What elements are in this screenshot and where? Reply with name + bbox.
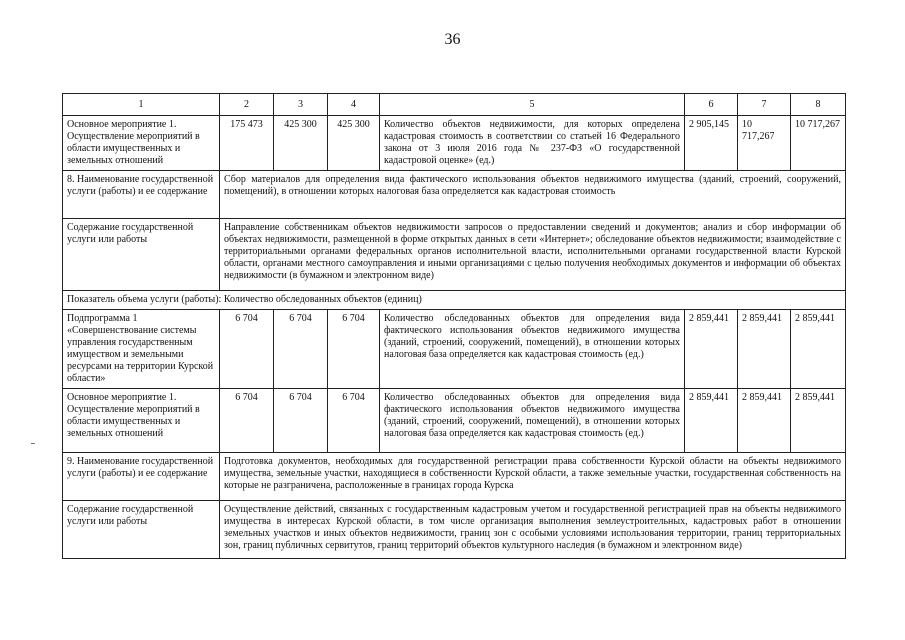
program-table — [62, 93, 846, 559]
row-value: 6 704 — [220, 310, 274, 389]
table-row — [63, 171, 846, 219]
table-row — [63, 501, 846, 559]
volume-row — [63, 291, 846, 310]
service-text: Сбор материалов для определения вида фактического использования объектов недвижимого имущества (зданий, строений, сооружений, помещений), в отношении которых налоговая база определяется как кадастровая стоимость — [220, 171, 846, 219]
column-header: 2 — [220, 94, 274, 116]
column-header: 8 — [791, 94, 846, 116]
row-value: 2 905,145 — [685, 116, 738, 171]
column-header: 4 — [328, 94, 380, 116]
table-row — [63, 453, 846, 501]
row-value: 10 717,267 — [738, 116, 791, 171]
table-row — [63, 389, 846, 453]
table-header-row — [63, 94, 846, 116]
row-value: 6 704 — [328, 310, 380, 389]
row-value: 10 717,267 — [791, 116, 846, 171]
service-label: 8. Наименование государственной услуги (работы) и ее содержание — [63, 171, 220, 219]
row-name: Основное мероприятие 1. Осуществление мероприятий в области имущественных и земельных отношений — [63, 116, 220, 171]
table-row — [63, 219, 846, 291]
content-text: Осуществление действий, связанных с государственным кадастровым учетом и государственной регистрацией прав на объекты недвижимого имущества в интересах Курской области, в том числе организация выполнения землеустроительных, кадастровых работ в отношении земельных участков и иных объектов недвижимости, границ зон с особыми условиями использования территории, границ территориальных зон, границ публичных сервитутов, границ территорий объектов культурного наследия (в бумажном и электронном виде) — [220, 501, 846, 559]
table-row — [63, 310, 846, 389]
row-value: 6 704 — [328, 389, 380, 453]
row-value: 2 859,441 — [738, 310, 791, 389]
column-header: 1 — [63, 94, 220, 116]
row-value: 6 704 — [274, 389, 328, 453]
content-label: Содержание государственной услуги или работы — [63, 219, 220, 291]
row-value: 2 859,441 — [685, 310, 738, 389]
row-name: Основное мероприятие 1. Осуществление мероприятий в области имущественных и земельных отношений — [63, 389, 220, 453]
volume-label: Показатель объема услуги (работы): — [67, 294, 222, 305]
row-value: 175 473 — [220, 116, 274, 171]
row-indicator: Количество обследованных объектов для определения вида фактического использования объектов недвижимого имущества (зданий, строений, сооружений, помещений), в отношении которых налоговая база определяется как кадастровая стоимость (ед.) — [380, 389, 685, 453]
row-indicator: Количество объектов недвижимости, для которых определена кадастровая стоимость в соответствии со статьей 16 Федерального закона от 3 июля 2016 года № 237-ФЗ «О государственной кадастровой оценке» (ед.) — [380, 116, 685, 171]
content-label: Содержание государственной услуги или работы — [63, 501, 220, 559]
page-number: 36 — [444, 31, 461, 48]
row-name: Подпрограмма 1 «Совершенствование системы управления государственным имуществом и земельными ресурсами на территории Курской области» — [63, 310, 220, 389]
row-value: 2 859,441 — [791, 310, 846, 389]
row-value: 6 704 — [274, 310, 328, 389]
row-value: 6 704 — [220, 389, 274, 453]
service-label: 9. Наименование государственной услуги (работы) и ее содержание — [63, 453, 220, 501]
content-text: Направление собственникам объектов недвижимости запросов о предоставлении сведений и документов; анализ и сбор информации об объектах недвижимости, размещенной в форме открытых данных в сети «Интернет»; обследование объектов недвижимости; взаимодействие с территориальными органами федеральных органов исполнительной власти, исполнительными органами государственной власти Курской области, органами местного самоуправления и иными организациями с целью получения необходимых документов и информации об объектах недвижимости (в бумажном и электронном виде) — [220, 219, 846, 291]
row-value: 2 859,441 — [685, 389, 738, 453]
row-value: 425 300 — [328, 116, 380, 171]
column-header: 7 — [738, 94, 791, 116]
column-header: 6 — [685, 94, 738, 116]
column-header: 5 — [380, 94, 685, 116]
table-row — [63, 291, 846, 310]
table-row — [63, 116, 846, 171]
column-header: 3 — [274, 94, 328, 116]
volume-text: Количество обследованных объектов (единиц) — [223, 294, 422, 305]
row-indicator: Количество обследованных объектов для определения вида фактического использования объектов недвижимого имущества (зданий, строений, сооружений, помещений), в отношении которых налоговая база определяется как кадастровая стоимость (ед.) — [380, 310, 685, 389]
row-value: 425 300 — [274, 116, 328, 171]
row-value: 2 859,441 — [738, 389, 791, 453]
margin-mark — [31, 443, 35, 444]
row-value: 2 859,441 — [791, 389, 846, 453]
service-text: Подготовка документов, необходимых для государственной регистрации права собственности Курской области на объекты недвижимого имущества, земельные участки, находящиеся в собственности Курской области, а также земельные участки, государственная собственность на которые не разграничена, расположенные в границах города Курска — [220, 453, 846, 501]
